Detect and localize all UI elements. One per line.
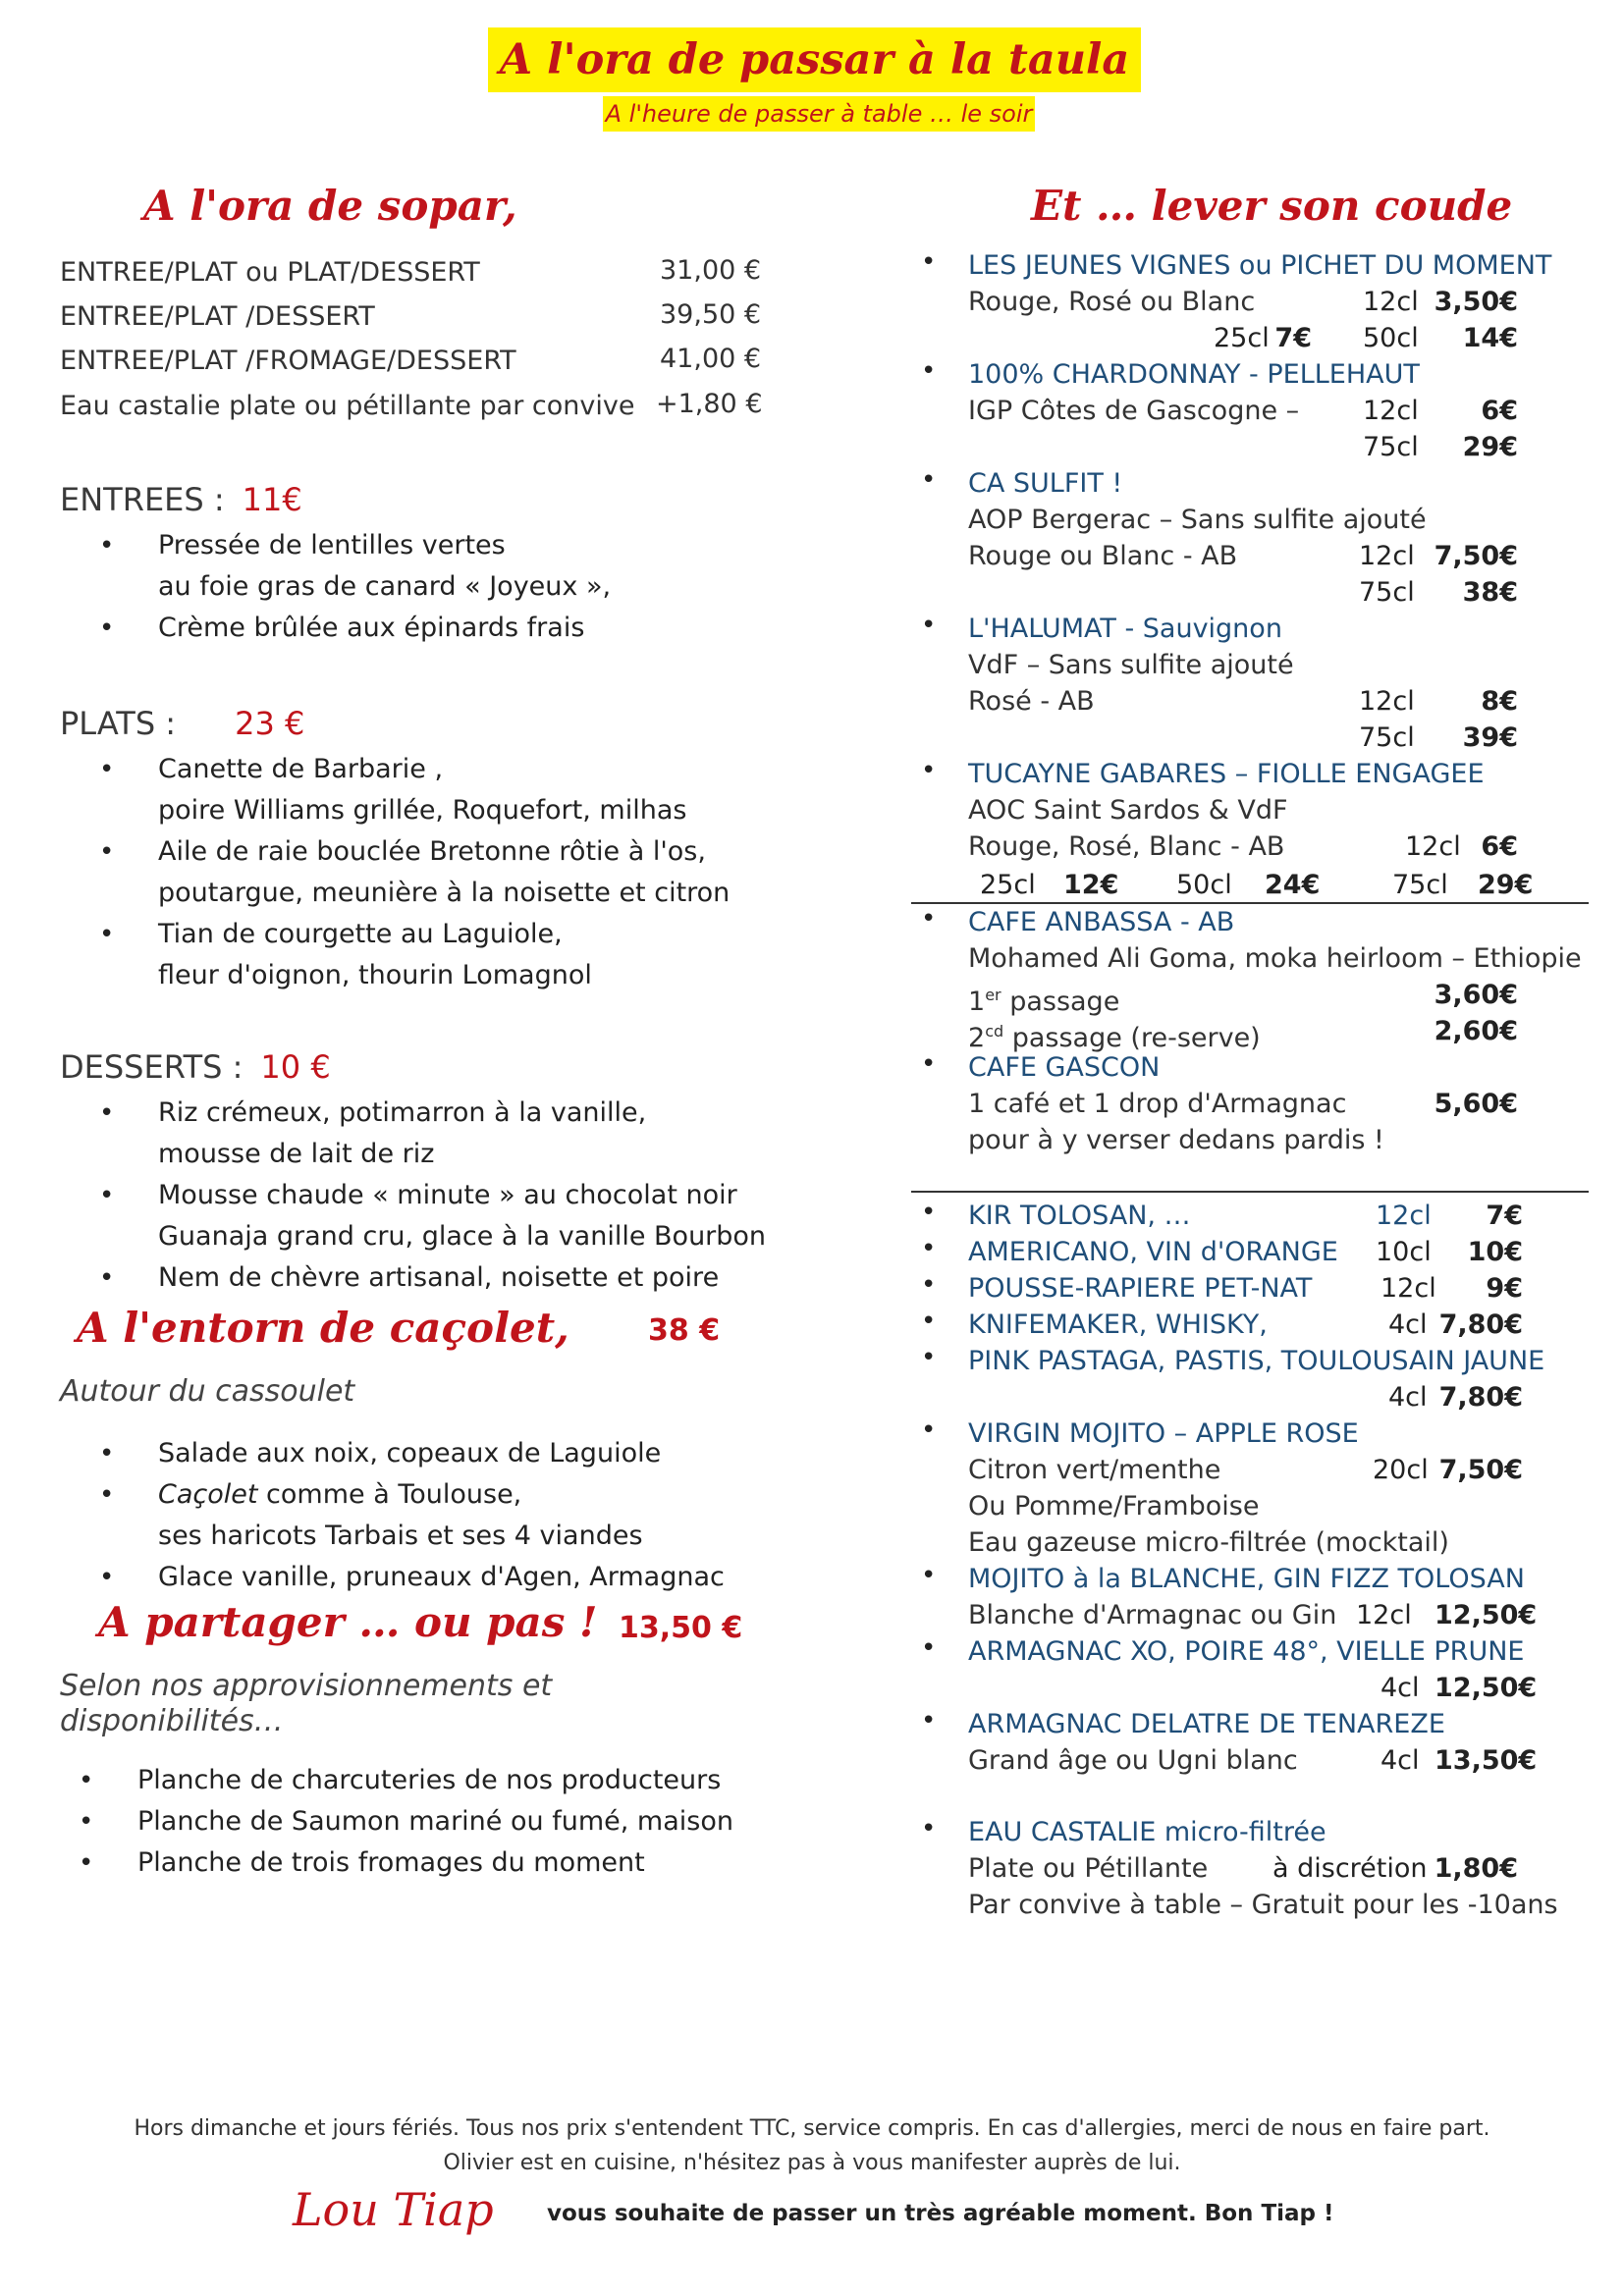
cafe-price: 3,60€ [1434,980,1518,1010]
item-text: comme à Toulouse, [257,1479,522,1510]
partager-title: A partager … ou pas ! [98,1598,598,1646]
list-item [911,1561,1598,1633]
item-line: • Planche de charcuteries de nos producteurs [137,1765,722,1795]
plats-list [60,749,845,996]
water-list [911,1814,1598,1923]
drink-volume: 12cl [1356,1600,1412,1630]
item-line: • Planche de trois fromages du moment [137,1847,645,1878]
ordinal-number: 1 [968,987,986,1017]
wine-desc: VdF – Sans sulfite ajouté [968,650,1294,680]
cafe-list [911,904,1598,1158]
list-item [60,1093,845,1175]
drink-price: 10€ [1467,1237,1523,1267]
wine-volume: 75cl [1363,432,1419,462]
wine-desc: Rosé - AB [968,686,1095,717]
wine-line [968,502,1589,538]
cacolet-word: Caçolet [158,1479,258,1510]
page-title: A l'ora de passar à la taula [499,35,1130,84]
wine-volume: 12cl [1363,287,1419,317]
list-item [911,1198,1598,1234]
drink-name: • ARMAGNAC XO, POIRE 48°, VIELLE PRUNE [968,1636,1525,1667]
drink-line [968,1270,1598,1307]
drink-line [968,1307,1598,1343]
wine-volume: 12cl [1405,831,1461,862]
drink-line [968,1488,1598,1524]
item-line: Guanaja grand cru, glace à la vanille Bourbon [158,1221,767,1252]
entrees-list [60,525,845,649]
item-line: • Aile de raie bouclée Bretonne rôtie à l'os, [158,836,706,867]
cacolet-title: A l'entorn de caçolet, [77,1304,569,1352]
entrees-heading [60,481,302,518]
list-item [911,1049,1598,1158]
drink-price: 7,50€ [1438,1455,1523,1485]
wine-price: 38€ [1462,577,1518,608]
wine-price: 29€ [1478,870,1534,900]
water-desc: Par convive à table – Gratuit pour les -10ans [968,1890,1558,1920]
item-line: • Pressée de lentilles vertes [158,530,506,561]
drink-volume: 4cl [1388,1309,1428,1340]
desserts-heading [60,1048,331,1086]
water-note: à discrétion [1272,1853,1428,1884]
drink-price: 7,80€ [1438,1309,1523,1340]
drink-line [968,1742,1598,1779]
drink-line [968,1452,1598,1488]
list-item [60,749,845,831]
wine-desc: AOP Bergerac – Sans sulfite ajouté [968,505,1427,535]
item-line: au foie gras de canard « Joyeux », [158,571,612,602]
item-line: poutargue, meunière à la noisette et citron [158,878,731,908]
wine-line [968,792,1589,828]
entrees-title: ENTREES : [60,481,225,518]
wine-line [968,429,1589,465]
wine-desc: Rouge, Rosé ou Blanc [968,287,1256,317]
water-line [968,1850,1598,1887]
wine-list [911,247,1589,865]
item-line: • Salade aux noix, copeaux de Laguiole [158,1438,662,1468]
drink-volume: 4cl [1380,1673,1420,1703]
wine-price: 24€ [1265,870,1321,900]
list-item [60,1474,845,1557]
drink-line [968,1379,1598,1415]
wine-line [968,320,1589,356]
cacolet-subtitle: Autour du cassoulet [60,1374,355,1409]
formula-price: 31,00 € [660,255,762,286]
drink-volume: 4cl [1388,1382,1428,1413]
list-item [911,1633,1598,1706]
footer-greeting: vous souhaite de passer un très agréable moment. Bon Tiap ! [547,2201,1334,2226]
item-line: • Tian de courgette au Laguiole, [158,919,563,949]
item-line: ses haricots Tarbais et ses 4 viandes [158,1521,643,1551]
list-item [60,1433,845,1474]
cafe-name: • CAFE GASCON [968,1052,1161,1083]
item-line [158,1474,845,1516]
formula-label: ENTREE/PLAT /FROMAGE/DESSERT [60,346,516,376]
drinks-list [911,1198,1598,1779]
desserts-price: 10 € [260,1048,331,1086]
wine-price: 12€ [1063,870,1119,900]
tucayne-sizes-row [911,867,1589,903]
wine-volume: 12cl [1359,686,1415,717]
wine-price: 3,50€ [1434,287,1518,317]
partager-subtitle-line: disponibilités… [60,1704,284,1738]
footer-notice: Hors dimanche et jours fériés. Tous nos prix s'entendent TTC, service compris. En cas d'allergies, merci de nous en faire part. [134,2116,1490,2141]
partager-list [39,1760,825,1884]
wine-price: 6€ [1481,831,1518,862]
list-item [911,1270,1598,1307]
cafe-desc: Mohamed Ali Goma, moka heirloom – Ethiopie [968,943,1582,974]
water-line [968,1887,1598,1923]
sopar-title: A l'ora de sopar, [143,182,517,230]
entrees-price: 11€ [242,481,302,518]
drink-line [968,1524,1598,1561]
item-line: • Nem de chèvre artisanal, noisette et poire [158,1262,720,1293]
formula-label: ENTREE/PLAT ou PLAT/DESSERT [60,257,480,288]
wine-price: 29€ [1462,432,1518,462]
cafe-line [968,940,1598,977]
drink-price: 7€ [1486,1201,1523,1231]
ordinal-suffix: cd [985,1022,1004,1041]
drink-name: KIR TOLOSAN, … [968,1201,1191,1231]
formula-label: Eau castalie plate ou pétillante par convive [60,391,635,421]
wine-volume: 25cl [980,870,1036,900]
drink-volume: 10cl [1376,1237,1432,1267]
cafe-text: passage [1001,987,1120,1017]
drink-price: 7,80€ [1438,1382,1523,1413]
list-item [39,1801,825,1842]
drink-volume: 20cl [1373,1455,1429,1485]
wine-desc: AOC Saint Sardos & VdF [968,795,1288,826]
drink-price: 12,50€ [1435,1600,1538,1630]
list-item [39,1842,825,1884]
item-line: poire Williams grillée, Roquefort, milhas [158,795,687,826]
list-item [911,1706,1598,1779]
list-item [39,1760,825,1801]
restaurant-signature: Lou Tiap [293,2183,494,2236]
wine-price: 14€ [1462,323,1518,353]
wine-line [968,720,1589,756]
wine-volume: 50cl [1363,323,1419,353]
formula-price: 41,00 € [660,344,762,374]
cafe-text: passage (re-serve) [1003,1023,1261,1053]
drink-price: 9€ [1486,1273,1523,1304]
list-item [60,1257,845,1299]
drink-desc: Citron vert/menthe [968,1455,1221,1485]
water-name: • EAU CASTALIE micro-filtrée [968,1817,1326,1847]
footer-chef-note: Olivier est en cuisine, n'hésitez pas à vous manifester auprès de lui. [443,2151,1181,2175]
drink-name: AMERICANO, VIN d'ORANGE [968,1237,1338,1267]
drink-price: 12,50€ [1435,1673,1538,1703]
item-line: • Mousse chaude « minute » au chocolat noir [158,1180,737,1210]
desserts-title: DESSERTS : [60,1048,244,1086]
drink-name: • VIRGIN MOJITO – APPLE ROSE [968,1418,1359,1449]
page-subtitle: A l'heure de passer à table … le soir [605,100,1033,128]
wine-price: 6€ [1481,396,1518,426]
list-item [911,1343,1598,1415]
list-item [911,1234,1598,1270]
cafe-name: • CAFE ANBASSA - AB [968,907,1235,937]
item-line: • Crème brûlée aux épinards frais [158,613,585,643]
drink-name: • PINK PASTAGA, PASTIS, TOULOUSAIN JAUNE [968,1346,1545,1376]
formula-price: 39,50 € [660,299,762,330]
drink-name: POUSSE-RAPIERE PET-NAT [968,1273,1313,1304]
drink-volume: 12cl [1380,1273,1436,1304]
wine-price: 7€ [1274,323,1312,353]
drink-name: • MOJITO à la BLANCHE, GIN FIZZ TOLOSAN [968,1564,1525,1594]
wine-volume: 75cl [1359,577,1415,608]
drink-desc: Eau gazeuse micro-filtrée (mocktail) [968,1527,1449,1558]
partager-subtitle [60,1669,552,1739]
wine-line [968,647,1589,683]
partager-subtitle-line: Selon nos approvisionnements et [60,1669,553,1703]
wine-line [968,574,1589,611]
formula-price: +1,80 € [656,389,763,419]
list-item [911,756,1589,865]
list-item [911,1814,1598,1923]
list-item [911,611,1589,756]
list-item [60,914,845,996]
wine-line [968,683,1589,720]
wine-volume: 25cl [1214,323,1270,353]
item-line: • Riz crémeux, potimarron à la vanille, [158,1097,647,1128]
water-desc: Plate ou Pétillante [968,1853,1209,1884]
wine-volume: 12cl [1363,396,1419,426]
cafe-desc: pour à y verser dedans pardis ! [968,1125,1384,1155]
drink-line [968,1597,1598,1633]
drink-desc: Blanche d'Armagnac ou Gin [968,1600,1337,1630]
title-banner [488,27,1141,92]
partager-price: 13,50 € [619,1611,743,1645]
drink-volume: 12cl [1376,1201,1432,1231]
cafe-line [968,1086,1598,1122]
ordinal-suffix: er [985,986,1001,1004]
wine-name: • LES JEUNES VIGNES ou PICHET DU MOMENT [968,250,1552,281]
cafe-line [968,977,1598,1017]
list-item [911,904,1598,1053]
list-item [911,1307,1598,1343]
item-line: fleur d'oignon, thourin Lomagnol [158,960,592,990]
wine-desc: Rouge, Rosé, Blanc - AB [968,831,1285,862]
item-line: • Canette de Barbarie , [158,754,444,784]
cafe-desc: 1 café et 1 drop d'Armagnac [968,1089,1347,1119]
cafe-price: 5,60€ [1434,1089,1518,1119]
list-item [911,247,1589,356]
water-price: 1,80€ [1434,1853,1518,1884]
wine-price: 39€ [1462,722,1518,753]
formula-label: ENTREE/PLAT /DESSERT [60,301,375,332]
wine-volume: 50cl [1176,870,1232,900]
drinks-title: Et … lever son coude [1031,182,1513,230]
cacolet-list [60,1433,845,1598]
drink-desc: Ou Pomme/Framboise [968,1491,1260,1522]
subtitle-banner [603,96,1035,132]
list-item [60,1175,845,1257]
plats-price: 23 € [235,705,305,742]
wine-name: • L'HALUMAT - Sauvignon [968,614,1282,644]
list-item [60,525,845,608]
drink-line [968,1198,1598,1234]
wine-line [968,393,1589,429]
item-line: • Planche de Saumon mariné ou fumé, maison [137,1806,733,1837]
drink-price: 13,50€ [1435,1745,1538,1776]
wine-line [968,538,1589,574]
cafe-line [968,1013,1598,1053]
ordinal-number: 2 [968,1023,986,1053]
wine-volume: 75cl [1359,722,1415,753]
wine-volume: 75cl [1392,870,1448,900]
divider [911,1191,1589,1193]
wine-volume: 12cl [1359,541,1415,571]
wine-price: 7,50€ [1434,541,1518,571]
plats-title: PLATS : [60,705,177,742]
cafe-line [968,1122,1598,1158]
plats-heading [60,705,304,742]
wine-desc: IGP Côtes de Gascogne – [968,396,1300,426]
item-line: • Glace vanille, pruneaux d'Agen, Armagnac [158,1562,725,1592]
list-item [60,1557,845,1598]
wine-line [968,284,1589,320]
drink-line [968,1670,1598,1706]
drink-volume: 4cl [1380,1745,1420,1776]
wine-price: 8€ [1481,686,1518,717]
item-line: mousse de lait de riz [158,1139,435,1169]
cafe-price: 2,60€ [1434,1016,1518,1046]
wine-name: • TUCAYNE GABARES – FIOLLE ENGAGEE [968,759,1485,789]
cacolet-price: 38 € [648,1313,721,1348]
list-item [60,831,845,914]
list-item [911,465,1589,611]
wine-line [968,828,1589,865]
drink-name: • ARMAGNAC DELATRE DE TENAREZE [968,1709,1445,1739]
wine-name: • 100% CHARDONNAY - PELLEHAUT [968,359,1420,390]
list-item [60,608,845,649]
list-item [911,1415,1598,1561]
desserts-list [60,1093,845,1299]
drink-line [968,1234,1598,1270]
list-item [911,356,1589,465]
wine-desc: Rouge ou Blanc - AB [968,541,1238,571]
wine-name: • CA SULFIT ! [968,468,1123,499]
drink-name: KNIFEMAKER, WHISKY, [968,1309,1268,1340]
drink-desc: Grand âge ou Ugni blanc [968,1745,1298,1776]
